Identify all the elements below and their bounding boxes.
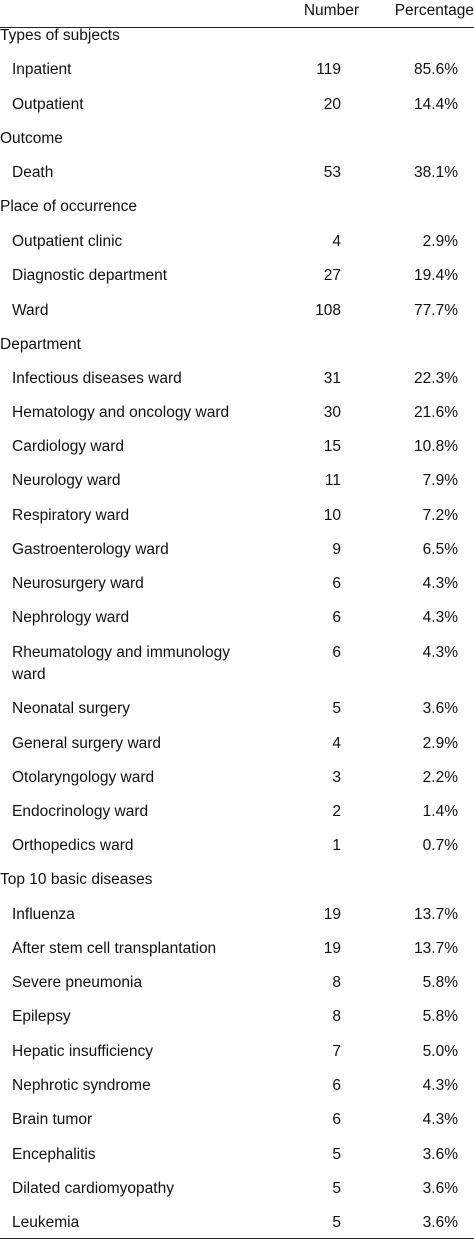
row-label: Hepatic insufficiency <box>12 1043 154 1060</box>
row-percentage: 10.8% <box>414 438 458 455</box>
row-number: 6 <box>332 1077 341 1094</box>
row-label: Nephrotic syndrome <box>12 1077 151 1094</box>
row-label: Influenza <box>12 906 75 923</box>
row-number: 4 <box>332 735 341 752</box>
row-percentage: 6.5% <box>422 541 458 558</box>
row-number: 5 <box>332 1146 341 1163</box>
row-label: Neurosurgery ward <box>12 575 144 592</box>
row-percentage: 19.4% <box>414 267 458 284</box>
row-number: 6 <box>332 575 341 592</box>
row-number: 19 <box>323 940 341 957</box>
section-label: Top 10 basic diseases <box>0 871 153 888</box>
row-number: 11 <box>324 472 341 489</box>
row-percentage: 77.7% <box>414 302 458 319</box>
row-percentage: 4.3% <box>422 609 458 626</box>
row-percentage: 4.3% <box>422 644 458 661</box>
row-label: Gastroenterology ward <box>12 541 169 558</box>
row-number: 6 <box>332 644 341 661</box>
row-percentage: 3.6% <box>422 1146 458 1163</box>
row-number: 31 <box>323 370 341 387</box>
row-number: 53 <box>323 164 341 181</box>
row-label: Death <box>12 164 54 181</box>
row-label: Neurology ward <box>12 472 121 489</box>
row-percentage: 3.6% <box>422 1214 458 1231</box>
row-label: Outpatient <box>12 96 84 113</box>
row-percentage: 2.9% <box>422 735 458 752</box>
row-label: General surgery ward <box>12 735 162 752</box>
row-label: Respiratory ward <box>12 507 130 524</box>
row-label: Infectious diseases ward <box>12 370 182 387</box>
row-number: 2 <box>332 803 341 820</box>
row-percentage: 21.6% <box>414 404 458 421</box>
header-percentage: Percentage <box>394 2 474 19</box>
section-label: Outcome <box>0 130 63 147</box>
row-label: After stem cell transplantation <box>12 940 217 957</box>
table-bottom-rule <box>0 1238 474 1239</box>
row-number: 5 <box>332 1180 341 1197</box>
row-number: 20 <box>323 96 341 113</box>
row-percentage: 5.8% <box>422 974 458 991</box>
section-label: Types of subjects <box>0 27 120 44</box>
row-percentage: 3.6% <box>422 1180 458 1197</box>
row-label: Inpatient <box>12 61 72 78</box>
row-percentage: 0.7% <box>422 837 458 854</box>
row-number: 6 <box>332 609 341 626</box>
row-number: 8 <box>332 974 341 991</box>
row-number: 8 <box>332 1008 341 1025</box>
row-number: 9 <box>332 541 341 558</box>
section-label: Department <box>0 336 81 353</box>
row-number: 5 <box>332 1214 341 1231</box>
row-percentage: 85.6% <box>414 61 458 78</box>
row-number: 3 <box>332 769 341 786</box>
row-label: Severe pneumonia <box>12 974 143 991</box>
row-percentage: 5.0% <box>422 1043 458 1060</box>
row-percentage: 4.3% <box>422 1111 458 1128</box>
row-label: Hematology and oncology ward <box>12 404 230 421</box>
row-percentage: 4.3% <box>422 1077 458 1094</box>
row-number: 27 <box>323 267 341 284</box>
row-label: Encephalitis <box>12 1146 96 1163</box>
row-percentage: 4.3% <box>422 575 458 592</box>
row-label: Neonatal surgery <box>12 700 131 717</box>
row-label: Epilepsy <box>12 1008 71 1025</box>
row-number: 1 <box>332 837 341 854</box>
row-label: Outpatient clinic <box>12 233 123 250</box>
row-label: Endocrinology ward <box>12 803 149 820</box>
row-percentage: 2.2% <box>422 769 458 786</box>
row-percentage: 7.9% <box>422 472 458 489</box>
row-percentage: 13.7% <box>414 906 458 923</box>
row-percentage: 3.6% <box>422 700 458 717</box>
row-label: Leukemia <box>12 1214 80 1231</box>
row-label: Nephrology ward <box>12 609 130 626</box>
row-number: 119 <box>316 61 341 78</box>
row-label: Dilated cardiomyopathy <box>12 1180 174 1197</box>
row-percentage: 1.4% <box>422 803 458 820</box>
section-label: Place of occurrence <box>0 198 137 215</box>
row-label: Orthopedics ward <box>12 837 134 854</box>
row-percentage: 7.2% <box>422 507 458 524</box>
row-label: Ward <box>12 302 49 319</box>
row-percentage: 5.8% <box>422 1008 458 1025</box>
row-number: 7 <box>332 1043 341 1060</box>
row-percentage: 38.1% <box>414 164 458 181</box>
row-number: 19 <box>323 906 341 923</box>
row-percentage: 22.3% <box>414 370 458 387</box>
row-number: 15 <box>323 438 341 455</box>
row-number: 5 <box>332 700 341 717</box>
row-percentage: 2.9% <box>422 233 458 250</box>
table-header <box>0 0 474 28</box>
row-number: 30 <box>323 404 341 421</box>
row-label: Otolaryngology ward <box>12 769 155 786</box>
row-number: 4 <box>332 233 341 250</box>
row-label: Diagnostic department <box>12 267 168 284</box>
row-number: 6 <box>332 1111 341 1128</box>
row-number: 108 <box>315 302 341 319</box>
header-number: Number <box>303 2 359 19</box>
row-label: Brain tumor <box>12 1111 93 1128</box>
row-percentage: 13.7% <box>414 940 458 957</box>
row-label: Cardiology ward <box>12 438 124 455</box>
row-percentage: 14.4% <box>414 96 458 113</box>
row-label: Rheumatology and immunology ward <box>12 644 230 683</box>
row-number: 10 <box>323 507 341 524</box>
